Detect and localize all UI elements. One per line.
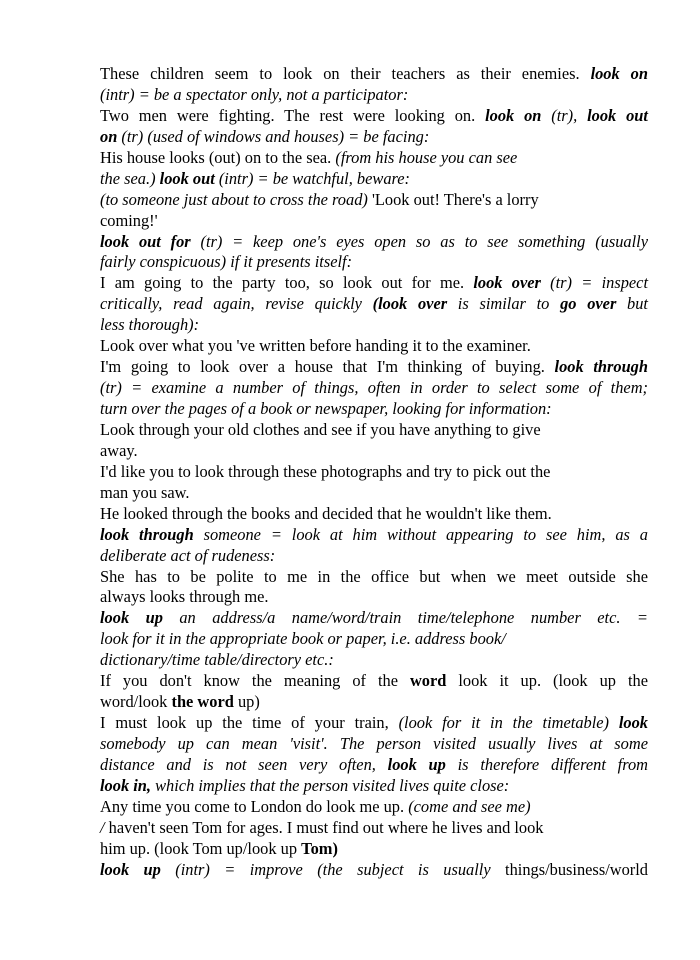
text-line: [100, 420, 648, 441]
definition-text: which implies that the person visited lives quite close:: [151, 775, 510, 795]
example-text: word/look: [100, 692, 172, 712]
text-line: [100, 106, 648, 127]
text-line: [100, 755, 648, 776]
text-line: [100, 64, 648, 85]
text-line: [100, 190, 648, 211]
definition-text: an address/a name/word/train time/telephone number etc. =: [162, 608, 648, 628]
definition-text: but: [616, 294, 648, 314]
phrasal-verb-term: look out for: [100, 231, 191, 251]
phrasal-verb-term: go over: [560, 294, 617, 314]
definition-text: (tr),: [541, 105, 588, 125]
definition-text: is therefore different from: [445, 754, 648, 774]
definition-text: (to someone just about to cross the road): [100, 189, 368, 209]
definition-text: dictionary/time table/directory etc.:: [100, 650, 334, 670]
text-line: [100, 692, 648, 713]
text-line: [100, 441, 648, 462]
text-line: [100, 399, 648, 420]
text-line: [100, 650, 648, 671]
phrasal-verb-term: look on: [590, 64, 648, 83]
text-line: [100, 525, 648, 546]
phrasal-verb-term: look: [618, 713, 648, 733]
text-line: [100, 629, 648, 650]
definition-text: /: [100, 817, 105, 837]
text-line: [100, 273, 648, 294]
example-text: man you saw.: [100, 482, 190, 502]
definition-text: someone = look at him without appearing to see him, as a: [193, 524, 648, 544]
text-line: [100, 148, 648, 169]
text-line: [100, 232, 648, 253]
text-line: [100, 671, 648, 692]
phrasal-verb-term: look in,: [100, 775, 152, 795]
text-line: [100, 587, 648, 608]
example-text: coming!': [100, 210, 158, 230]
example-text: He looked through the books and decided that he wouldn't like them.: [100, 503, 552, 523]
definition-text: somebody up can mean 'visit'. The person visited usually lives at some: [100, 734, 648, 753]
text-line: [100, 713, 648, 734]
definition-text: (intr) = be watchful, beware:: [214, 168, 411, 188]
example-text: She has to be polite to me in the office but when we meet outside she: [100, 566, 648, 586]
text-line: [100, 546, 648, 567]
example-text: I must look up the time of your train,: [100, 713, 399, 733]
example-text: These children seem to look on their teachers as their enemies.: [100, 64, 591, 83]
text-line: [100, 315, 648, 336]
example-text: always looks through me.: [100, 587, 269, 607]
definition-text: distance and is not seen very often,: [100, 754, 388, 774]
example-text: look it up. (look up the: [446, 671, 648, 691]
text-line: [100, 169, 648, 190]
example-text: I'd like you to look through these photographs and try to pick out the: [100, 461, 551, 481]
phrasal-verb-term: look through: [100, 524, 194, 544]
text-line: [100, 252, 648, 273]
definition-text: (intr) = be a spectator only, not a participator:: [100, 84, 409, 104]
text-line: [100, 776, 648, 797]
example-text: Look over what you 've written before handing it to the examiner.: [100, 336, 531, 356]
phrasal-verb-term: look out: [159, 168, 215, 188]
text-line: [100, 608, 648, 629]
phrasal-verb-term: look up: [100, 608, 163, 628]
definition-text: (tr) = keep one's eyes open so as to see something (usually: [190, 231, 648, 251]
example-text: I am going to the party too, so look out for me.: [100, 273, 474, 293]
bold-text: the word: [171, 692, 234, 712]
definition-text: (tr) = examine a number of things, often in order to select some of them;: [100, 378, 648, 398]
example-text: 'Look out! There's a lorry: [367, 189, 539, 209]
example-text: His house looks (out) on to the sea.: [100, 147, 336, 167]
definition-text: less thorough):: [100, 315, 200, 335]
definition-text: (look for it in the timetable): [398, 713, 619, 733]
text-line: [100, 734, 648, 755]
text-line: [100, 357, 648, 378]
example-text: If you don't know the meaning of the: [100, 671, 410, 691]
phrasal-verb-term: on: [100, 126, 118, 146]
definition-text: (intr) = improve (the subject is usually: [160, 859, 506, 879]
text-line: [100, 504, 648, 525]
example-text: haven't seen Tom for ages. I must find out where he lives and look: [104, 817, 544, 837]
phrasal-verb-term: (look over: [372, 294, 448, 314]
phrasal-verb-term: look over: [473, 273, 541, 293]
definition-text: critically, read again, revise quickly: [100, 294, 373, 314]
text-line: [100, 378, 648, 399]
text-line: [100, 462, 648, 483]
example-text: Any time you come to London do look me up.: [100, 796, 409, 816]
definition-text: is similar to: [447, 294, 561, 314]
text-line: [100, 336, 648, 357]
definition-text: turn over the pages of a book or newspaper, looking for information:: [100, 399, 552, 418]
phrasal-verb-term: look on: [485, 105, 542, 125]
definition-text: (tr) (used of windows and houses) = be facing:: [117, 126, 430, 146]
text-line: [100, 797, 648, 818]
text-line: [100, 294, 648, 315]
example-text: him up. (look Tom up/look up: [100, 838, 302, 858]
example-text: things/business/world: [505, 859, 648, 879]
text-line: [100, 211, 648, 232]
example-text: away.: [100, 440, 138, 460]
text-line: [100, 860, 648, 881]
phrasal-verb-term: look out: [587, 105, 648, 125]
text-line: [100, 483, 648, 504]
text-line: [100, 85, 648, 106]
definition-text: (from his house you can see: [335, 147, 518, 167]
phrasal-verb-term: look up: [387, 754, 446, 774]
definition-text: fairly conspicuous) if it presents itself:: [100, 252, 353, 272]
bold-text: Tom): [301, 838, 338, 858]
example-text: I'm going to look over a house that I'm thinking of buying.: [100, 357, 555, 377]
phrasal-verb-term: look up: [100, 859, 161, 879]
text-line: [100, 839, 648, 860]
document-page: [100, 64, 648, 881]
definition-text: (tr) = inspect: [540, 273, 648, 293]
text-line: [100, 567, 648, 588]
bold-text: word: [409, 671, 447, 691]
example-text: Two men were fighting. The rest were looking on.: [100, 105, 486, 125]
example-text: up): [233, 692, 260, 712]
phrasal-verb-term: look through: [554, 357, 648, 377]
definition-text: (come and see me): [408, 796, 531, 816]
example-text: Look through your old clothes and see if you have anything to give: [100, 419, 541, 439]
text-line: [100, 127, 648, 148]
definition-text: deliberate act of rudeness:: [100, 545, 276, 565]
definition-text: the sea.): [100, 168, 156, 188]
text-line: [100, 818, 648, 839]
definition-text: look for it in the appropriate book or paper, i.e. address book/: [100, 629, 506, 649]
